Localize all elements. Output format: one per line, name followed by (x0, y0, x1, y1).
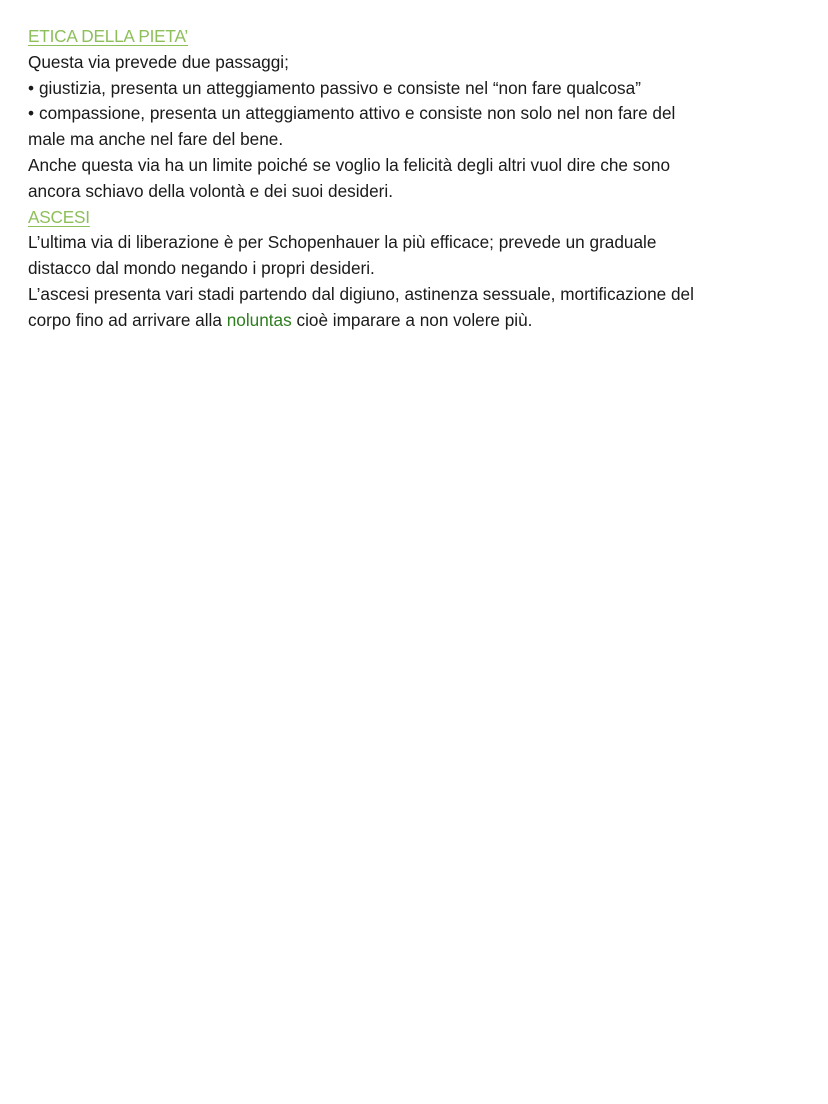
limit-line-2: ancora schiavo della volontà e dei suoi desideri. (28, 180, 393, 201)
section-heading-ascesi: ASCESI (28, 206, 90, 227)
ascesi-p2-text-after: cioè imparare a non volere più. (291, 309, 533, 330)
ascesi-p2-text-before: corpo fino ad arrivare alla (28, 309, 227, 330)
document-page (28, 24, 808, 334)
ascesi-p1-line-1: L’ultima via di liberazione è per Schopenhauer la più efficace; prevede un graduale (28, 232, 657, 253)
section-heading-etica: ETICA DELLA PIETA’ (28, 26, 189, 46)
bullet-item-giustizia (28, 76, 808, 102)
bullet-icon: • (28, 77, 35, 98)
bullet-text-compassione-1: compassione, presenta un atteggiamento attivo e consiste non solo nel non fare del (39, 103, 676, 124)
bullet-item-compassione (28, 101, 808, 127)
limit-line-1: Anche questa via ha un limite poiché se voglio la felicità degli altri vuol dire che sono (28, 154, 671, 175)
intro-line: Questa via prevede due passaggi; (28, 51, 289, 72)
bullet-text-compassione-2: male ma anche nel fare del bene. (28, 129, 284, 150)
ascesi-p2-line-2 (28, 308, 808, 334)
ascesi-p2-line-1: L’ascesi presenta vari stadi partendo dal digiuno, astinenza sessuale, mortificazione del (28, 283, 694, 304)
bullet-icon: • (28, 103, 35, 124)
noluntas-highlight: noluntas (226, 309, 292, 330)
section-etica-heading-line (28, 24, 808, 50)
bullet-text-giustizia: giustizia, presenta un atteggiamento passivo e consiste nel “non fare qualcosa” (39, 77, 641, 98)
ascesi-p1-line-2: distacco dal mondo negando i propri desideri. (28, 258, 375, 279)
section-ascesi-heading-line (28, 205, 808, 231)
